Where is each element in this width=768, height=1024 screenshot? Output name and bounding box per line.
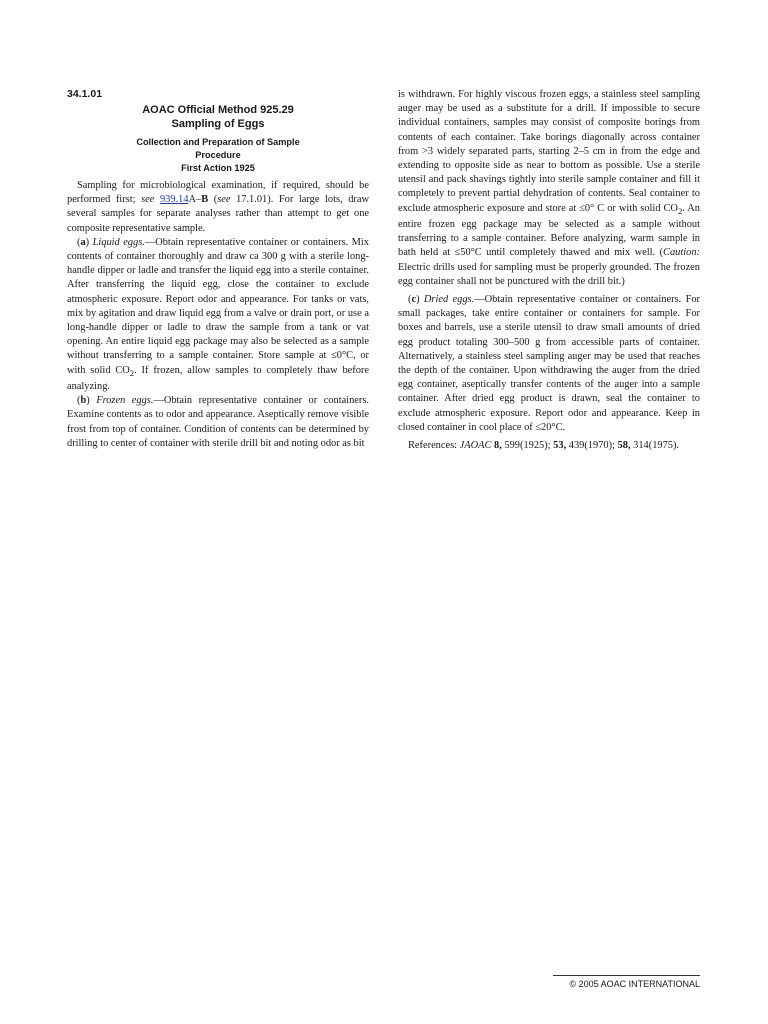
first-action-heading: First Action 1925	[181, 163, 255, 173]
liquid-body-1: —Obtain representative container or containers. Mix contents of container thoroughly and draw ca 300 g with a sterile long-handle dipper or ladle and transfer the liquid egg into a sterile container. After transferring the liquid egg, close the container to exclude atmospheric exposure. Report odor and appearance. For tanks or vats, mix by agitation and draw liquid egg from a valve or drain port, or use a long-handle dipper or ladle to draw the sample from a tank or vat opening. An entire liquid egg package may also be selected as a sample without transferring to a sample container. Store sample at ≤0°C, or with solid CO	[67, 236, 369, 376]
method-939-14-link[interactable]: 939.14	[159, 194, 189, 206]
ref-1-pages: 599(1925);	[501, 439, 554, 451]
intro-bold-b: B	[201, 194, 209, 206]
dried-body-1: —Obtain representative container or containers. For small packages, take entire container or containers for sample. For boxes and barrels, use a sterile utensil to draw small amounts of dried egg product totaling 300–500 g from accessible parts of container. Alternatively, a stainless steel sampling auger may be used that reaches the depth of the container. Upon withdrawing the auger from the dried egg container, aseptically transfer contents of the auger into a sample container. After dried egg product is drawn, seal the container to exclude atmospheric exposure. Report odor and appearance. Keep in closed container in cool place of ≤20°C.	[398, 293, 700, 433]
copyright-footer: © 2005 AOAC INTERNATIONAL	[569, 979, 700, 989]
liquid-co2-subscript: 2	[129, 367, 135, 378]
left-column	[67, 88, 369, 451]
liquid-body-2: . If frozen, allow samples to completely thaw before analyzing.	[67, 364, 369, 392]
frozen-eggs-paragraph: (b) Frozen eggs.—Obtain representative container or containers. Examine contents as to odor and appearance. Aseptically remove visible frost from top of container. Condition of contents can be determined by drilling to center of container with sterile drill bit and noting odor as bit	[67, 395, 369, 449]
right-column	[398, 88, 700, 453]
liquid-eggs-paragraph: (a) Liquid eggs.—Obtain representative container or containers. Mix contents of container thoroughly and draw ca 300 g with a sterile long-handle dipper or ladle and transfer the liquid egg into a sterile container. After transferring the liquid egg, close the container to exclude atmospheric exposure. Report odor and appearance. For tanks or vats, mix by agitation and draw liquid egg from a valve or drain port, or use a long-handle dipper or ladle to draw the sample from a tank or vat opening. An entire liquid egg package may also be selected as a sample without transferring to a sample container. Store sample at ≤0°C, or with solid $CO_2$. If frozen, allow samples to completely thaw before analyzing.	[67, 236, 369, 392]
intro-text-4: 17.1.01). For large lots, draw several samples for separate analyses rather than attempt to get one composite representative sample.	[67, 194, 370, 234]
references-journal: JAOAC	[459, 439, 492, 451]
intro-paragraph	[67, 179, 369, 236]
ref-volume-58: 58,	[617, 439, 631, 451]
frozen-caution: Caution:	[663, 247, 700, 259]
frozen-co2-subscript: 2	[677, 205, 683, 216]
footer-rule	[553, 975, 700, 976]
frozen-body-1-continued: is withdrawn. For highly viscous frozen eggs, a stainless steel sampling auger may be used as a substitute for a drill. If impossible to secure individual containers, samples may consist of composite borings from contents of each container. Take borings diagonally across container from >3 widely separated parts, starting 2–5 cm in from the edge and extending to opposite side as near to bottom as possible. Use a sterile utensil and pack shavings tightly into sterile sample container and fill it completely to prevent partial dehydration of contents. Seal container to exclude atmospheric exposure and store at ≤0° C or with solid CO	[398, 89, 700, 214]
ref-volume-53: 53,	[553, 439, 567, 451]
liquid-label: a	[80, 236, 86, 248]
method-subtitle: Sampling of Eggs	[171, 118, 265, 130]
dried-eggs-paragraph: (c) Dried eggs.—Obtain representative container or containers. For small packages, take entire container or containers for sample. For boxes and barrels, use a sterile utensil to draw small amounts of dried egg product totaling 300–500 g from accessible parts of container. Alternatively, a stainless steel sampling auger may be used that reaches the depth of the container. Upon withdrawing the auger from the dried egg container, aseptically transfer contents of the auger into a sample container. After dried egg product is drawn, seal the container to exclude atmospheric exposure. Report odor and appearance. Keep in closed container in cool place of ≤20°C.	[398, 293, 700, 433]
intro-text-2: A–	[188, 194, 202, 206]
intro-see-2: see	[217, 194, 231, 206]
frozen-eggs-continuation	[398, 88, 700, 289]
ref-volume-8: 8,	[494, 439, 502, 451]
references-label: References:	[408, 439, 460, 451]
dried-title: Dried eggs.	[423, 293, 475, 305]
frozen-body-2-continued: . An entire frozen egg package may be selected as a sample without transferring to a sample container. Before analyzing, warm sample in bath held at ≤50°C until completely thawed and mix well. (	[398, 202, 700, 259]
ref-3-pages: 314(1975).	[630, 439, 680, 451]
frozen-title: Frozen eggs.	[96, 395, 154, 407]
method-title: AOAC Official Method 925.29	[142, 104, 294, 116]
ref-2-pages: 439(1970);	[566, 439, 618, 451]
liquid-title: Liquid eggs.	[92, 236, 145, 248]
references-paragraph	[398, 439, 700, 453]
intro-see-1: see	[141, 194, 155, 206]
frozen-label: b	[80, 395, 87, 407]
procedure-heading: Procedure	[195, 150, 241, 160]
frozen-body-3-continued: Electric drills used for sampling must be properly grounded. The frozen egg container shall not be punctured with the drill bit.)	[398, 261, 700, 287]
intro-text-3: (	[208, 194, 218, 206]
frozen-body-1: —Obtain representative container or containers. Examine contents as to odor and appearance. Aseptically remove visible frost from top of container. Condition of contents can be determined by drilling to center of container with sterile drill bit and noting odor as bit	[67, 395, 369, 449]
section-number: 34.1.01	[67, 88, 103, 100]
collection-heading: Collection and Preparation of Sample	[136, 137, 300, 147]
intro-text-1: Sampling for microbiological examination, if required, should be performed first;	[67, 180, 369, 206]
dried-label: c	[411, 293, 417, 305]
